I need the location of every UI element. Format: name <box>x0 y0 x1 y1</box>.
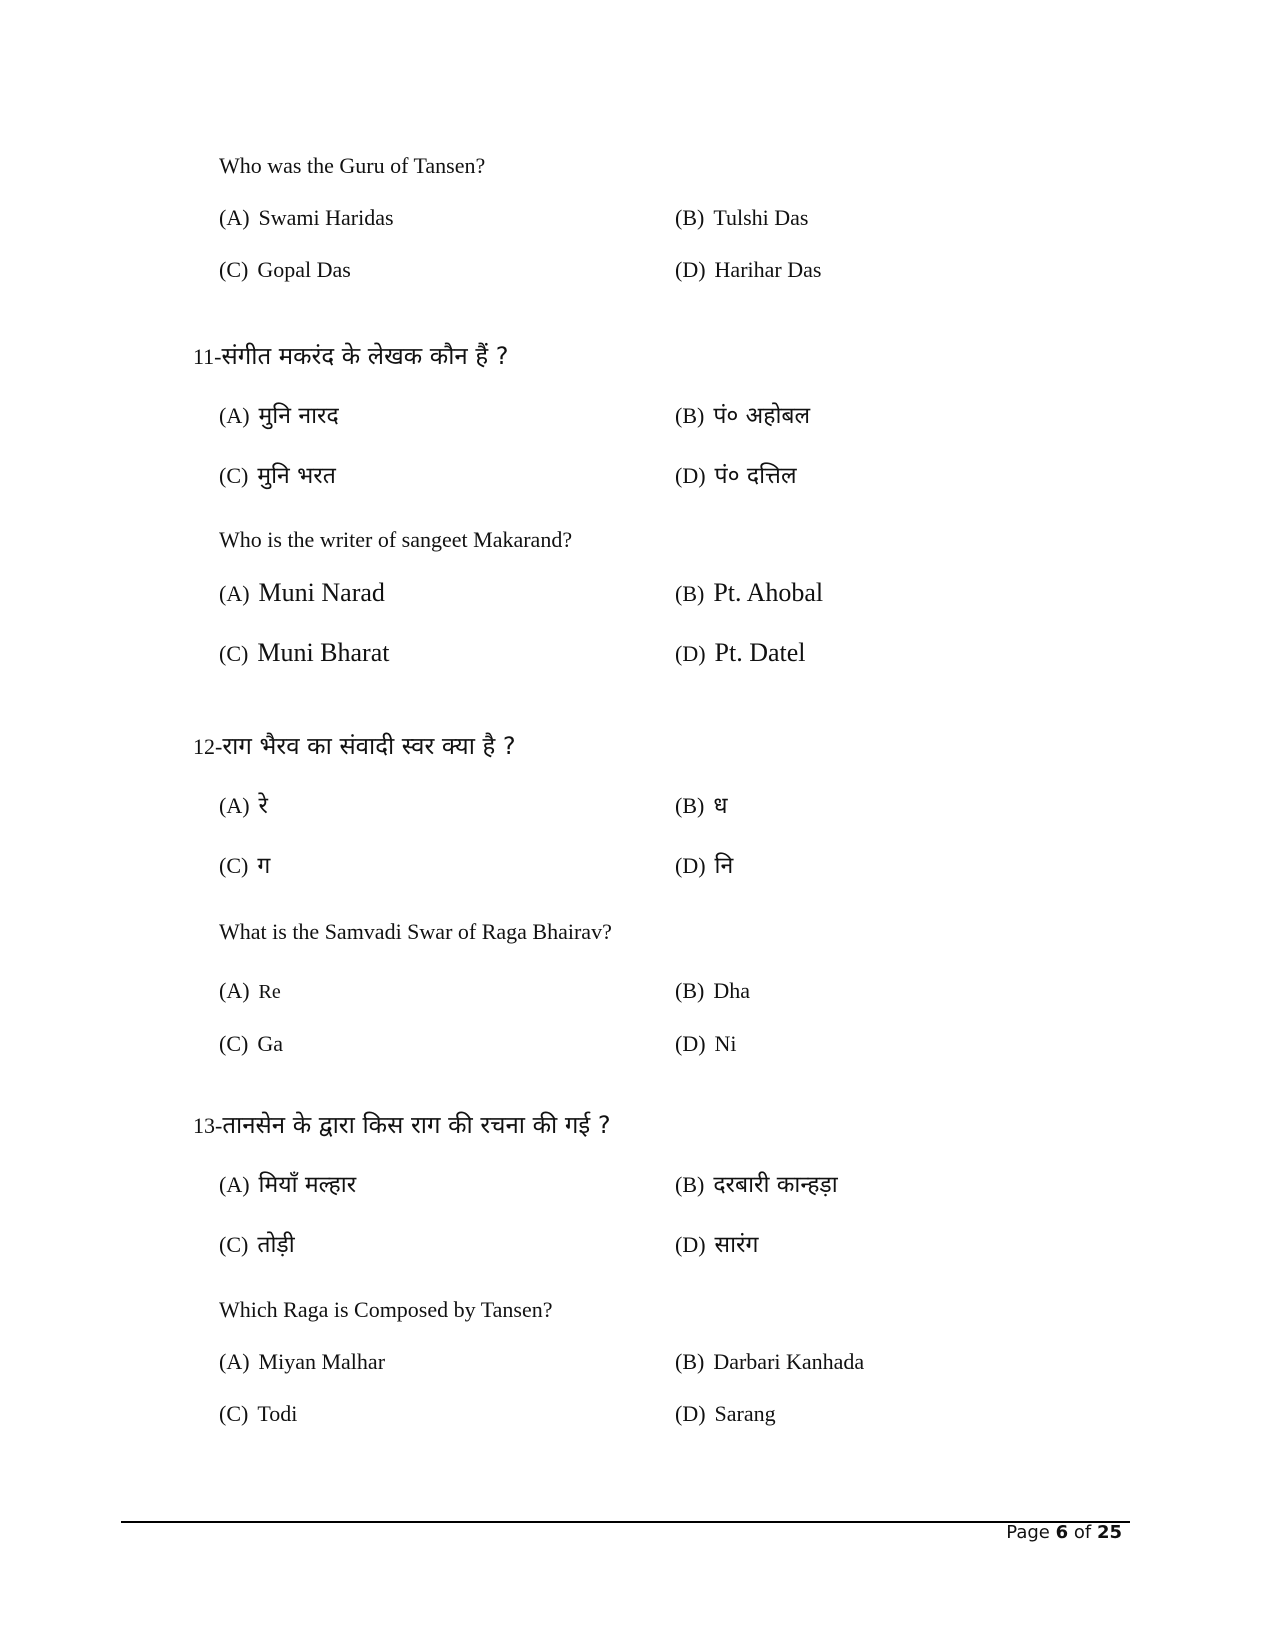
option-label: (C) <box>219 853 249 878</box>
option-label: (B) <box>675 978 705 1003</box>
option-text: Muni Narad <box>258 578 385 607</box>
q12-hi-option-d <box>675 855 733 878</box>
q13-hi-option-c <box>219 1234 295 1257</box>
question-text: तानसेन के द्वारा किस राग की रचना की गई ? <box>222 1111 611 1139</box>
option-label: (A) <box>219 403 250 428</box>
page-total: 25 <box>1096 1522 1122 1543</box>
option-label: (A) <box>219 205 250 230</box>
option-label: (C) <box>219 641 249 666</box>
option-label: (C) <box>219 463 249 488</box>
q13-hi-option-b <box>675 1174 838 1197</box>
option-label: (A) <box>219 581 250 606</box>
q11-en-option-b <box>675 580 823 606</box>
option-text: Re <box>258 981 281 1003</box>
option-text: Ga <box>257 1031 283 1056</box>
option-label: (A) <box>219 1172 250 1197</box>
question-text: राग भैरव का संवादी स्वर क्या है ? <box>222 732 516 760</box>
option-text: रे <box>258 793 268 819</box>
option-text: दरबारी कान्हड़ा <box>713 1172 838 1198</box>
option-label: (D) <box>675 463 706 488</box>
q12-en-option-c <box>219 1033 283 1055</box>
option-text: Sarang <box>714 1401 776 1426</box>
page-middle: of <box>1068 1522 1097 1543</box>
q11-en-option-c <box>219 640 389 666</box>
option-text: Dha <box>713 978 750 1003</box>
q11-hi-option-c <box>219 465 336 488</box>
question-13-english: Which Raga is Composed by Tansen? <box>219 1297 553 1322</box>
option-label: (D) <box>675 257 706 282</box>
q11-hi-option-d <box>675 465 797 488</box>
option-label: (B) <box>675 403 705 428</box>
option-text: Harihar Das <box>714 257 822 282</box>
option-label: (D) <box>675 1232 706 1257</box>
option-label: (B) <box>675 581 705 606</box>
q13-en-option-b <box>675 1351 864 1373</box>
q10-en-option-d <box>675 259 821 281</box>
question-text: संगीत मकरंद के लेखक कौन हैं ? <box>221 342 509 370</box>
option-text: मुनि भरत <box>257 463 336 489</box>
q13-hi-option-a <box>219 1174 356 1197</box>
option-label: (C) <box>219 1401 249 1426</box>
option-label: (B) <box>675 205 705 230</box>
option-text: सारंग <box>714 1232 759 1258</box>
q12-en-option-a <box>219 980 281 1002</box>
q13-hi-option-d <box>675 1234 758 1257</box>
question-11-hindi <box>193 344 508 368</box>
question-number: 12- <box>193 734 223 759</box>
q11-en-option-d <box>675 640 806 666</box>
option-label: (C) <box>219 1031 249 1056</box>
option-label: (D) <box>675 1401 706 1426</box>
option-label: (C) <box>219 1232 249 1257</box>
option-text: मियाँ मल्हार <box>258 1172 357 1198</box>
question-12-english: What is the Samvadi Swar of Raga Bhairav? <box>219 919 612 944</box>
q11-en-option-a <box>219 580 385 606</box>
option-label: (C) <box>219 257 249 282</box>
option-text: Gopal Das <box>257 257 351 282</box>
q13-en-option-d <box>675 1403 776 1425</box>
question-12-hindi <box>193 734 516 758</box>
option-label: (A) <box>219 978 250 1003</box>
question-13-hindi <box>193 1113 611 1137</box>
q11-hi-option-a <box>219 405 339 428</box>
option-text: नि <box>714 853 734 879</box>
option-label: (A) <box>219 1349 250 1374</box>
option-text: Swami Haridas <box>258 205 394 230</box>
q12-en-option-b <box>675 980 750 1002</box>
question-number: 11- <box>193 344 222 369</box>
option-label: (D) <box>675 641 706 666</box>
q10-en-option-b <box>675 207 809 229</box>
q10-en-option-a <box>219 207 394 229</box>
option-text: पं० अहोबल <box>713 403 811 429</box>
option-label: (D) <box>675 853 706 878</box>
question-11-english: Who is the writer of sangeet Makarand? <box>219 527 573 552</box>
page-current: 6 <box>1055 1522 1069 1543</box>
q12-en-option-d <box>675 1033 737 1055</box>
q10-en-option-c <box>219 259 351 281</box>
q11-hi-option-b <box>675 405 810 428</box>
option-text: Ni <box>714 1031 737 1056</box>
option-label: (A) <box>219 793 250 818</box>
option-text: मुनि नारद <box>258 403 339 429</box>
option-text: Todi <box>257 1401 298 1426</box>
option-text: पं० दत्तिल <box>714 463 797 489</box>
q12-hi-option-c <box>219 855 270 878</box>
option-text: Pt. Ahobal <box>713 578 824 607</box>
option-text: Darbari Kanhada <box>713 1349 865 1374</box>
q12-hi-option-a <box>219 795 268 818</box>
option-text: Miyan Malhar <box>258 1349 386 1374</box>
option-label: (B) <box>675 1172 705 1197</box>
q13-en-option-c <box>219 1403 297 1425</box>
footer-divider <box>121 1521 1130 1523</box>
option-text: तोड़ी <box>257 1232 295 1258</box>
question-10-english: Who was the Guru of Tansen? <box>219 153 486 178</box>
option-label: (D) <box>675 1031 706 1056</box>
option-label: (B) <box>675 1349 705 1374</box>
option-text: Pt. Datel <box>714 638 806 667</box>
option-text: ग <box>257 853 271 879</box>
page-prefix: Page <box>1006 1522 1056 1543</box>
q13-en-option-a <box>219 1351 385 1373</box>
option-text: ध <box>713 793 728 819</box>
page-number <box>1006 1524 1122 1542</box>
option-label: (B) <box>675 793 705 818</box>
option-text: Tulshi Das <box>713 205 809 230</box>
q12-hi-option-b <box>675 795 727 818</box>
question-number: 13- <box>193 1113 223 1138</box>
option-text: Muni Bharat <box>257 638 390 667</box>
